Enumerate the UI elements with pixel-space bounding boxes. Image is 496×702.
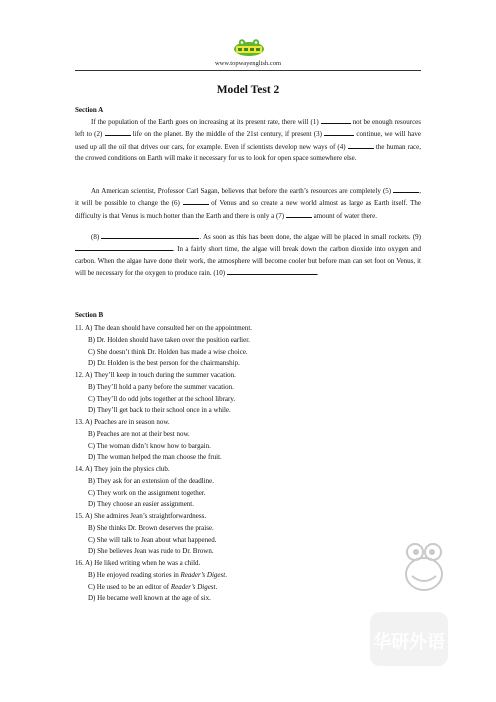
option-b[interactable]: B) She thinks Dr. Brown deserves the praise. [88,523,214,532]
blank-5[interactable] [393,185,419,193]
p2-text-4: amount of water there. [313,211,377,220]
question-number: 12. [75,371,84,379]
frog-logo-icon [231,38,267,58]
option-a[interactable]: A) He liked writing when he was a child. [85,559,201,567]
blank-6[interactable] [183,197,209,205]
option-c-text: C) He used to be an editor of [88,582,171,591]
question-15 [75,511,421,558]
option-b-text: B) He enjoyed reading stories in [88,570,181,579]
option-c[interactable]: C) She will talk to Jean about what happened. [88,535,217,544]
blank-3[interactable] [324,128,354,136]
p1-text-3: life on the planet. By the middle of the 21st century, if present (3) [132,130,322,139]
option-d[interactable]: D) He became well known at the age of six. [88,594,211,603]
option-d[interactable]: D) The woman helped the man choose the fruit. [88,453,222,462]
blank-7[interactable] [286,210,312,218]
p2-text-2: , it will be possible to change the (6) [75,187,421,208]
option-b[interactable]: B) They ask for an extension of the deadline. [88,476,215,485]
page-title: Model Test 2 [216,84,280,96]
p2-text-3: of Venus and so create a new world almost as large as Earth itself. The difficulty is that Venus is much hotter than the Earth and there is only a (7) [75,199,422,220]
blank-1[interactable] [321,116,351,124]
question-14 [75,464,421,511]
p1-text-4: continue, we will have used up all the oil that drives our cars, for example. Even if scientists develop new ways of (4) [75,130,422,151]
p1-text-1: If the population of the Earth goes on increasing at its present rate, there will (1) [91,118,319,126]
p1-text-5: the human race, the crowed conditions on Earth will make it necessary for us to look for open space somewhere else. [75,142,422,163]
p2-text-1: An American scientist, Professor Carl Sagan, believes that before the earth’s resources are completely (5) [91,187,392,195]
option-c[interactable] [75,582,421,594]
question-12 [75,370,421,417]
option-b-end: . [225,570,227,579]
option-b[interactable]: B) Dr. Holden should have taken over the position earlier. [88,335,250,344]
question-number: 15. [75,512,84,520]
section-a-label: Section A [75,106,104,114]
option-c[interactable]: C) The woman didn’t know how to bargain. [88,441,211,450]
question-number: 14. [75,465,84,473]
option-c-end: . [215,582,218,591]
p3-text-3: . In a fairly short time, the algae will break down the carbon dioxide into oxygen and carbon. When the algae have done their work, the atmosphere will become cooler but before man can set foot on Venus, it will be necessary for the oxygen to produce rain. (10) [75,245,421,278]
question-13 [75,417,421,464]
option-a[interactable]: A) They join the physics club. [85,465,170,473]
option-c[interactable]: C) They work on the assignment together. [88,488,206,497]
option-a[interactable]: A) Peaches are in season now. [85,418,170,426]
option-a[interactable]: A) The dean should have consulted her on the appointment. [85,324,253,332]
question-11 [75,323,421,370]
question-16 [75,558,421,605]
watermark-text: 华研外语 [373,632,445,653]
paragraph-2 [75,185,421,222]
blank-9[interactable] [75,243,173,251]
paragraph-1 [75,116,421,165]
frog-mascot-watermark-icon [400,538,448,596]
p3-text-2: . As soon as this has been done, the algae will be placed in small rockets. (9) [199,233,422,241]
option-d[interactable]: D) She believes Jean was rude to Dr. Brown. [88,547,214,556]
question-number: 11. [75,324,84,332]
question-number: 13. [75,418,84,426]
blank-10[interactable] [227,267,319,278]
option-d[interactable]: D) Dr. Holden is the best person for the chairmanship. [88,359,240,368]
header-url[interactable]: www.topwayenglish.com [214,60,281,67]
option-d[interactable]: D) They choose an easier assignment. [88,500,195,509]
option-c[interactable]: C) She doesn’t think Dr. Holden has made a wise choice. [88,347,248,356]
option-a[interactable]: A) They’ll keep in touch during the summer vacation. [85,371,236,379]
p3-text-4: . [316,269,319,278]
header-rule [75,70,421,71]
option-a[interactable]: A) She admires Jean’s straightforwardness. [85,512,207,520]
option-d[interactable]: D) They’ll get back to their school once in a while. [88,406,231,415]
option-c-title: Reader’s Digest [170,582,216,591]
option-b[interactable]: B) They’ll hold a party before the summer vacation. [88,382,234,391]
watermark-logo-icon [368,608,450,670]
blank-2[interactable] [105,128,131,136]
question-number: 16. [75,559,84,567]
option-c[interactable]: C) They’ll do odd jobs together at the school library. [88,394,236,403]
option-b-title: Reader’s Digest [180,570,226,579]
option-b[interactable]: B) Peaches are not at their best now. [88,429,190,438]
option-b[interactable] [75,570,421,582]
blank-4[interactable] [348,141,374,149]
p1-text-2: not be enough resources left to (2) [75,118,422,139]
paragraph-3 [75,231,421,280]
p3-text-1: (8) [91,233,100,241]
section-b-label: Section B [75,311,104,319]
question-list [75,323,421,605]
blank-8[interactable] [101,231,199,239]
